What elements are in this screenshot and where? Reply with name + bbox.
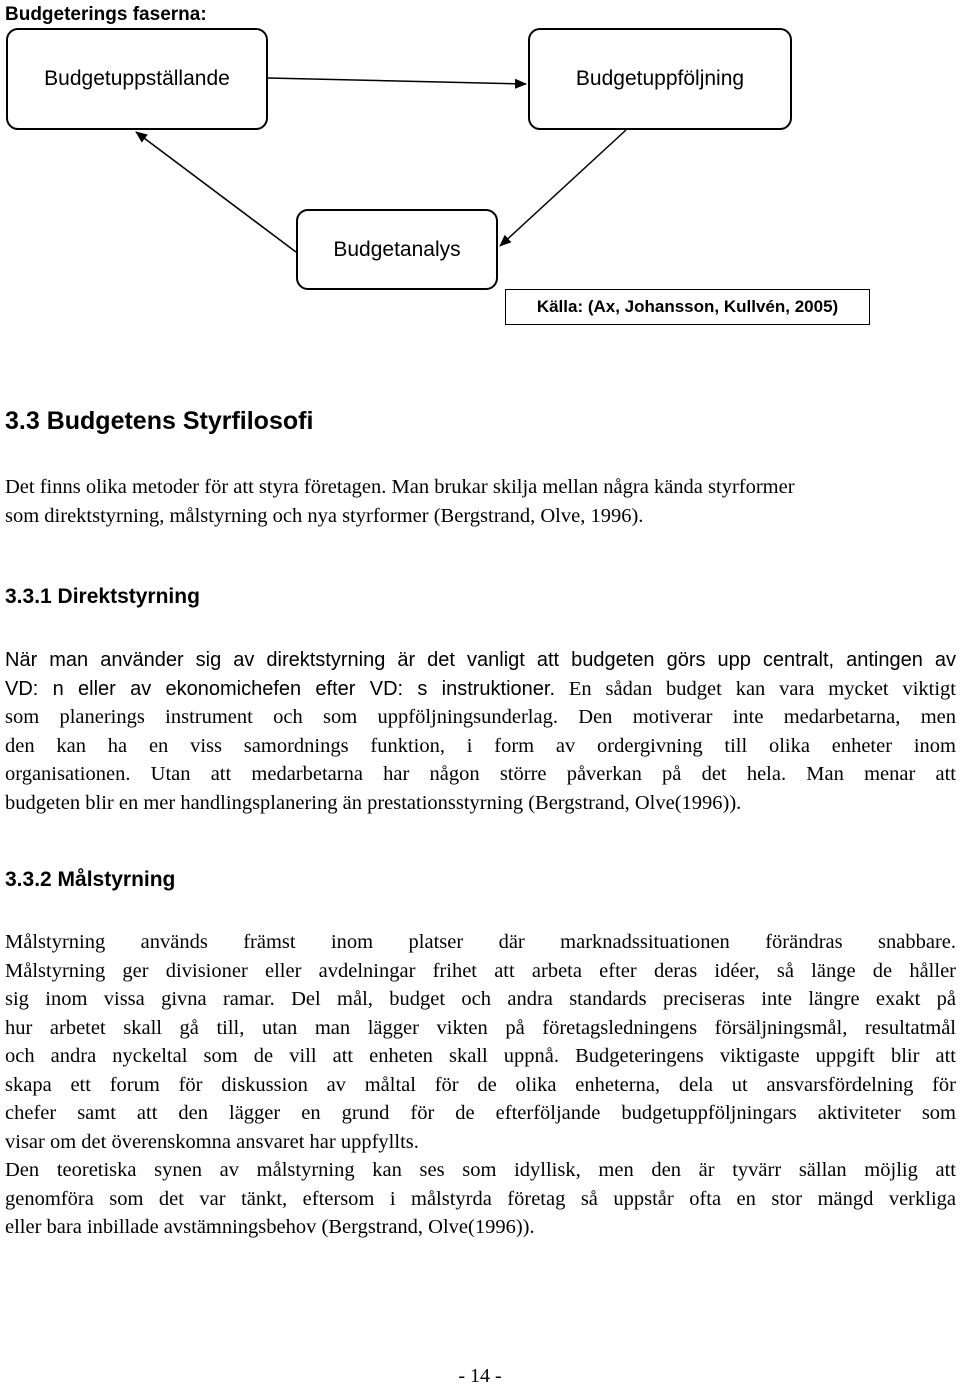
text-line: budgeten blir en mer handlingsplanering än prestationsstyrning (Bergstrand, Olve(1996)). xyxy=(5,791,742,814)
subsection-heading-malstyrning: 3.3.2 Målstyrning xyxy=(5,868,176,891)
box-budgetuppstallande: Budgetuppställande xyxy=(6,28,268,130)
text-line-tail: En sådan budget kan vara mycket viktigt xyxy=(555,677,956,700)
arrow-uppstallande-to-uppfoljning xyxy=(268,78,526,84)
diagram-arrows xyxy=(0,0,960,330)
arrow-analys-to-uppstallande xyxy=(136,132,296,252)
text-line: som planerings instrument och som uppföljningsunderlag. Den motiverar inte medarbetarna, men xyxy=(5,706,956,728)
text-line: Det finns olika metoder för att styra företagen. Man brukar skilja mellan några kända styrformer xyxy=(5,476,795,498)
text-line: som direktstyrning, målstyrning och nya styrformer (Bergstrand, Olve, 1996). xyxy=(5,504,644,527)
section-intro xyxy=(5,473,956,530)
paragraph-direktstyrning xyxy=(5,646,956,817)
paragraph-malstyrning xyxy=(5,928,956,1242)
source-caption: Källa: (Ax, Johansson, Kullvén, 2005) xyxy=(505,289,870,325)
page-number: - 14 - xyxy=(458,1365,502,1387)
text-line: genomföra som det var tänkt, eftersom i målstyrda företag så uppstår ofta en stor mängd verkliga xyxy=(5,1187,956,1210)
text-line: eller bara inbillade avstämningsbehov (Bergstrand, Olve(1996)). xyxy=(5,1216,535,1238)
text-line: Den teoretiska synen av målstyrning kan ses som idyllisk, men den är tyvärr sällan möjlig att xyxy=(5,1159,956,1181)
text-line: organisationen. Utan att medarbetarna har någon större påverkan på det hela. Man menar att xyxy=(5,763,956,785)
text-line: När man använder sig av direktstyrning är det vanligt att budgeten görs upp centralt, antingen av xyxy=(5,649,956,671)
text-line: chefer samt att den lägger en grund för de efterföljande budgetuppföljningars aktiviteter som xyxy=(5,1102,956,1124)
text-line-sans: VD: n eller av ekonomichefen efter VD: s instruktioner. xyxy=(5,677,556,700)
text-line: sig inom vissa givna ramar. Del mål, budget och andra standards preciseras inte längre exakt på xyxy=(5,988,956,1010)
box-budgetanalys: Budgetanalys xyxy=(296,209,498,290)
text-line: visar om det överenskomna ansvaret har uppfyllts. xyxy=(5,1130,419,1153)
text-line xyxy=(5,675,956,704)
box-budgetuppfoljning: Budgetuppföljning xyxy=(528,28,792,130)
text-line: skapa ett forum för diskussion av måltal för de olika enheterna, dela ut ansvarsfördelning för xyxy=(5,1073,956,1096)
figure-title: Budgeterings faserna: xyxy=(5,4,207,25)
text-line: den kan ha en viss samordnings funktion, i form av ordergivning till olika enheter inom xyxy=(5,734,956,757)
text-line: Målstyrning ger divisioner eller avdelningar frihet att arbeta efter deras idéer, så länge de håller xyxy=(5,959,956,982)
subsection-heading-direktstyrning: 3.3.1 Direktstyrning xyxy=(5,585,200,608)
arrow-uppfoljning-to-analys xyxy=(500,130,626,246)
section-heading: 3.3 Budgetens Styrfilosofi xyxy=(5,407,314,435)
text-line: Målstyrning används främst inom platser där marknadssituationen förändras snabbare. xyxy=(5,931,956,953)
text-line: hur arbetet skall gå till, utan man lägger vikten på företagsledningens försäljningsmål, resultatmål xyxy=(5,1016,956,1039)
text-line: och andra nyckeltal som de vill att enheten skall uppnå. Budgeteringens viktigaste uppgift blir att xyxy=(5,1045,956,1067)
